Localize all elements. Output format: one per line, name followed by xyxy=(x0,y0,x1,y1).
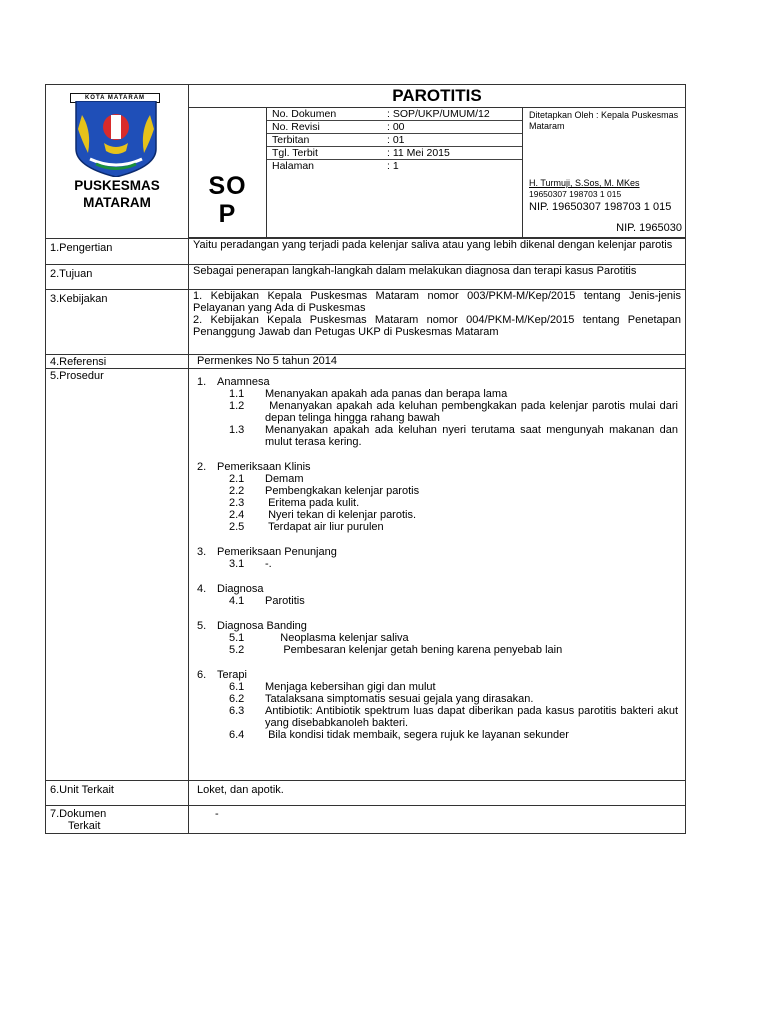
procedure-step-title xyxy=(197,546,681,558)
item-text: Eritema pada kulit. xyxy=(265,497,360,509)
procedure-step-title xyxy=(197,583,681,595)
item-text: Antibiotik: Antibiotik spektrum luas dapat diberikan pada kasus parotitis bakteri akut yang disebabkanoleh bakteri. xyxy=(265,705,682,729)
item-text: Menanyakan apakah ada keluhan nyeri terutama saat mengunyah makanan dan mulut terasa kering. xyxy=(265,424,682,448)
kota-label: KOTA MATARAM xyxy=(70,93,160,103)
item-text: Menjaga kebersihan gigi dan mulut xyxy=(265,681,436,693)
item-number: 5.2 xyxy=(229,644,245,656)
step-spacer xyxy=(197,570,681,583)
row-pengertian xyxy=(46,239,686,265)
kota-mataram-emblem-icon xyxy=(68,101,164,177)
item-text: Pembengkakan kelenjar parotis xyxy=(265,485,420,497)
procedure-step-title xyxy=(197,669,681,681)
text-kebijakan xyxy=(189,290,686,355)
text-dokumen-terkait: - xyxy=(189,806,686,834)
item-text: Pembesaran kelenjar getah bening karena penyebab lain xyxy=(265,644,563,656)
procedure-step xyxy=(197,546,681,570)
procedure-item xyxy=(229,705,681,729)
header-right xyxy=(189,85,686,238)
procedure-item xyxy=(229,424,681,448)
logo-cell xyxy=(46,85,189,239)
signatory-name: H. Turmuji, S.Sos, M. MKes xyxy=(529,178,640,188)
item-number: 1.2 xyxy=(229,400,245,412)
signatory-nip: NIP. 19650307 198703 1 015 xyxy=(529,201,672,213)
row-prosedur xyxy=(46,369,686,781)
step-title: Anamnesa xyxy=(217,376,270,388)
step-number: 5. xyxy=(197,620,207,632)
approval-text: Ditetapkan Oleh : Kepala Puskesmas Mataram xyxy=(529,110,679,131)
item-number: 3.1 xyxy=(229,558,245,570)
item-text: Demam xyxy=(265,473,304,485)
item-number: 2.3 xyxy=(229,497,245,509)
row-dokumen-terkait xyxy=(46,806,686,834)
procedure-item xyxy=(229,400,681,424)
procedure-item xyxy=(229,693,681,705)
sop-mark: SO P xyxy=(189,108,267,237)
meta-row: Terbitan : 01 xyxy=(267,134,522,147)
prosedur-list xyxy=(189,369,686,781)
text-tujuan: Sebagai penerapan langkah-langkah dalam melakukan diagnosa dan terapi kasus Parotitis xyxy=(189,265,686,290)
item-number: 5.1 xyxy=(229,632,245,644)
procedure-item xyxy=(229,595,681,607)
item-text: Nyeri tekan di kelenjar parotis. xyxy=(265,509,417,521)
procedure-step-title xyxy=(197,461,681,473)
procedure-item xyxy=(229,509,681,521)
procedure-item xyxy=(229,388,681,400)
document-title: PAROTITIS xyxy=(189,85,685,108)
item-text: Parotitis xyxy=(265,595,305,607)
procedure-item xyxy=(229,485,681,497)
meta-table xyxy=(267,108,522,172)
item-number: 2.1 xyxy=(229,473,245,485)
procedure-step xyxy=(197,669,681,741)
kebijakan-item: 1. Kebijakan Kepala Puskesmas Mataram nomor 003/PKM-M/Kep/2015 tentang Jenis-jenis Pelayanan yang Ada di Puskesmas xyxy=(193,290,681,314)
item-number: 2.4 xyxy=(229,509,245,521)
org-name: PUSKESMAS MATARAM xyxy=(74,178,160,210)
step-spacer xyxy=(197,533,681,546)
step-number: 2. xyxy=(197,461,207,473)
procedure-item xyxy=(229,558,681,570)
step-title: Diagnosa Banding xyxy=(217,620,307,632)
procedure-item xyxy=(229,521,681,533)
signatory-nip-cut: NIP. 1965030 xyxy=(616,222,682,234)
step-title: Pemeriksaan Penunjang xyxy=(217,546,337,558)
procedure-step xyxy=(197,376,681,448)
text-referensi: Permenkes No 5 tahun 2014 xyxy=(189,355,686,369)
item-number: 2.2 xyxy=(229,485,245,497)
meta-row: No. Revisi : 00 xyxy=(267,121,522,134)
meta-row: Tgl. Terbit : 11 Mei 2015 xyxy=(267,147,522,160)
procedure-step xyxy=(197,461,681,533)
step-spacer xyxy=(197,656,681,669)
step-number: 6. xyxy=(197,669,207,681)
item-number: 6.3 xyxy=(229,705,245,717)
item-text: Bila kondisi tidak membaik, segera rujuk ke layanan sekunder xyxy=(265,729,569,741)
label-tujuan: 2.Tujuan xyxy=(46,265,189,290)
item-text: Terdapat air liur purulen xyxy=(265,521,384,533)
procedure-item xyxy=(229,497,681,509)
item-text: -. xyxy=(265,558,272,570)
label-prosedur: 5.Prosedur xyxy=(46,369,189,781)
item-text: Menanyakan apakah ada keluhan pembengkakan pada kelenjar parotis mulai dari depan telinga hingga rahang bawah xyxy=(265,400,682,424)
row-tujuan xyxy=(46,265,686,290)
label-dokumen-terkait: 7.Dokumen Terkait xyxy=(46,806,189,834)
procedure-step xyxy=(197,620,681,656)
step-number: 4. xyxy=(197,583,207,595)
procedure-step-title xyxy=(197,620,681,632)
procedure-item xyxy=(229,644,681,656)
label-referensi: 4.Referensi xyxy=(46,355,189,369)
step-spacer xyxy=(197,448,681,461)
item-number: 6.4 xyxy=(229,729,245,741)
label-unit-terkait: 6.Unit Terkait xyxy=(46,781,189,806)
text-pengertian: Yaitu peradangan yang terjadi pada kelenjar saliva atau yang lebih dikenal dengan kelenjar parotis xyxy=(189,239,686,265)
meta-row: Halaman : 1 xyxy=(272,160,399,172)
procedure-item xyxy=(229,729,681,741)
step-title: Diagnosa xyxy=(217,583,264,595)
step-title: Pemeriksaan Klinis xyxy=(217,461,311,473)
row-kebijakan xyxy=(46,290,686,355)
item-number: 4.1 xyxy=(229,595,245,607)
item-number: 1.3 xyxy=(229,424,245,436)
procedure-step xyxy=(197,583,681,607)
approval-block xyxy=(523,108,685,237)
procedure-item xyxy=(229,632,681,644)
procedure-item xyxy=(229,681,681,693)
item-number: 6.1 xyxy=(229,681,245,693)
signatory-nip-small: 19650307 198703 1 015 xyxy=(529,189,622,199)
procedure-item xyxy=(229,473,681,485)
step-number: 3. xyxy=(197,546,207,558)
item-number: 2.5 xyxy=(229,521,245,533)
item-text: Neoplasma kelenjar saliva xyxy=(265,632,409,644)
step-spacer xyxy=(197,607,681,620)
procedure-step-title xyxy=(197,376,681,388)
item-text: Menanyakan apakah ada panas dan berapa lama xyxy=(265,388,508,400)
item-text: Tatalaksana simptomatis sesuai gejala yang dirasakan. xyxy=(265,693,534,705)
document-meta xyxy=(267,108,523,237)
step-number: 1. xyxy=(197,376,207,388)
text-unit-terkait: Loket, dan apotik. xyxy=(189,781,686,806)
meta-row: No. Dokumen : SOP/UKP/UMUM/12 xyxy=(267,108,522,121)
sop-table xyxy=(45,84,686,834)
row-referensi xyxy=(46,355,686,369)
item-number: 1.1 xyxy=(229,388,245,400)
step-title: Terapi xyxy=(217,669,247,681)
item-number: 6.2 xyxy=(229,693,245,705)
label-kebijakan: 3.Kebijakan xyxy=(46,290,189,355)
kebijakan-item: 2. Kebijakan Kepala Puskesmas Mataram nomor 004/PKM-M/Kep/2015 tentang Penetapan Penanggung Jawab dan Petugas UKP di Puskesmas Mataram xyxy=(193,314,681,338)
label-pengertian: 1.Pengertian xyxy=(46,239,189,265)
row-unit-terkait xyxy=(46,781,686,806)
